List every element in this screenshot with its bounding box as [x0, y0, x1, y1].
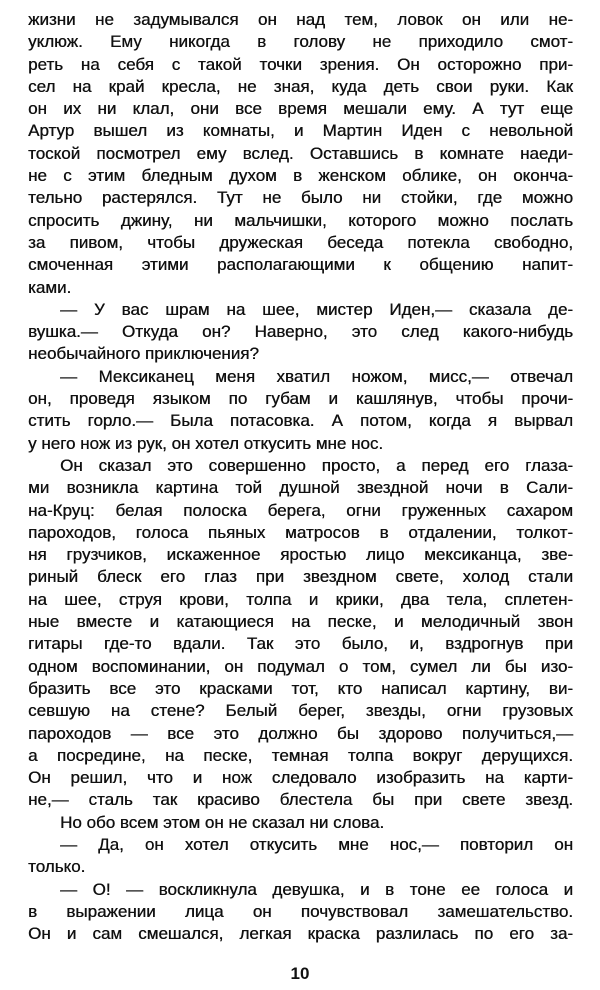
- text-line: за пивом, чтобы дружеская беседа потекла свободно,: [28, 232, 573, 252]
- text-line: не,— сталь так красиво блестела бы при свете звезд.: [28, 790, 573, 810]
- text-line: — Мексиканец меня хватил ножом, мисс,— отвечал: [60, 366, 573, 386]
- text-line: ми возникла картина той душной звездной ночи в Сали-: [28, 478, 573, 498]
- text-line: гитары где-то вдали. Так это было, и, вздрогнув при: [28, 634, 573, 654]
- text-line: он их ни клал, они все время мешали ему. А тут еще: [28, 99, 573, 119]
- text-line: бразить все это красками тот, кто написал картину, ви-: [28, 678, 573, 698]
- text-line: вушка.— Откуда он? Наверно, это след какого-нибудь: [28, 322, 573, 342]
- text-line: севшую на стене? Белый берег, звезды, огни грузовых: [28, 701, 573, 721]
- text-line: стить горло.— Была потасовка. А потом, когда я вырвал: [28, 411, 573, 431]
- text-line: ня грузчиков, искаженное яростью лицо мексиканца, зве-: [28, 545, 573, 565]
- text-line: у него нож из рук, он хотел откусить мне нос.: [28, 433, 384, 453]
- text-line: Он решил, что и нож следовало изобразить на карти-: [28, 768, 573, 788]
- text-line: — У вас шрам на шее, мистер Иден,— сказала де-: [60, 299, 573, 319]
- text-line: в выражении лица он почувствовал замешательство.: [28, 901, 573, 921]
- text-line: жизни не задумывался он над тем, ловок он или не-: [28, 10, 573, 29]
- page-number: 10: [290, 964, 310, 983]
- text-line: ные вместе и катающиеся на песке, и мелодичный звон: [28, 612, 573, 632]
- text-line: а посредине, на песке, темная толпа вокруг дерущихся.: [28, 745, 573, 765]
- text-line: пароходов, голоса пьяных матросов в отдалении, толкот-: [28, 522, 573, 542]
- text-line: на шее, струя крови, толпа и крики, два тела, сплетен-: [28, 589, 573, 609]
- text-line: ками.: [28, 277, 72, 297]
- text-line: Он сказал это совершенно просто, а перед его глаза-: [60, 455, 573, 475]
- text-line: пароходов — все это должно бы здорово получиться,—: [28, 723, 573, 743]
- book-page-text: [28, 9, 573, 945]
- text-line: Но обо всем этом он не сказал ни слова.: [60, 812, 385, 832]
- text-line: сел на край кресла, не зная, куда деть свои руки. Как: [28, 76, 573, 96]
- text-line: одном воспоминании, он подумал о том, сумел ли бы изо-: [28, 656, 573, 676]
- text-line: Он и сам смешался, легкая краска разлилась по его за-: [28, 924, 573, 944]
- text-line: только.: [28, 857, 86, 877]
- text-line: не с этим бледным духом в женском облике, он оконча-: [28, 166, 573, 186]
- text-line: он, проведя языком по губам и кашлянув, чтобы прочи-: [28, 389, 573, 409]
- text-line: смоченная этими располагающими к общению напит-: [28, 255, 573, 275]
- text-line: необычайного приключения?: [28, 344, 259, 364]
- text-line: реть на себя с такой точки зрения. Он осторожно при-: [28, 54, 573, 74]
- text-line: — Да, он хотел откусить мне нос,— повторил он: [60, 834, 573, 854]
- text-line: спросить джину, ни мальчишки, которого можно послать: [28, 210, 573, 230]
- text-line: Артур вышел из комнаты, и Мартин Иден с невольной: [28, 121, 573, 141]
- text-line: уклюж. Ему никогда в голову не приходило смот-: [28, 32, 573, 52]
- text-line: тоской посмотрел ему вслед. Оставшись в комнате наеди-: [28, 143, 573, 163]
- text-line: тельно растерялся. Тут не было ни стойки, где можно: [28, 188, 573, 208]
- text-line: риный блеск его глаз при звездном свете, холод стали: [28, 567, 573, 587]
- text-line: — О! — воскликнула девушка, и в тоне ее голоса и: [60, 879, 573, 899]
- text-line: на-Круц: белая полоска берега, огни груженных сахаром: [28, 500, 573, 520]
